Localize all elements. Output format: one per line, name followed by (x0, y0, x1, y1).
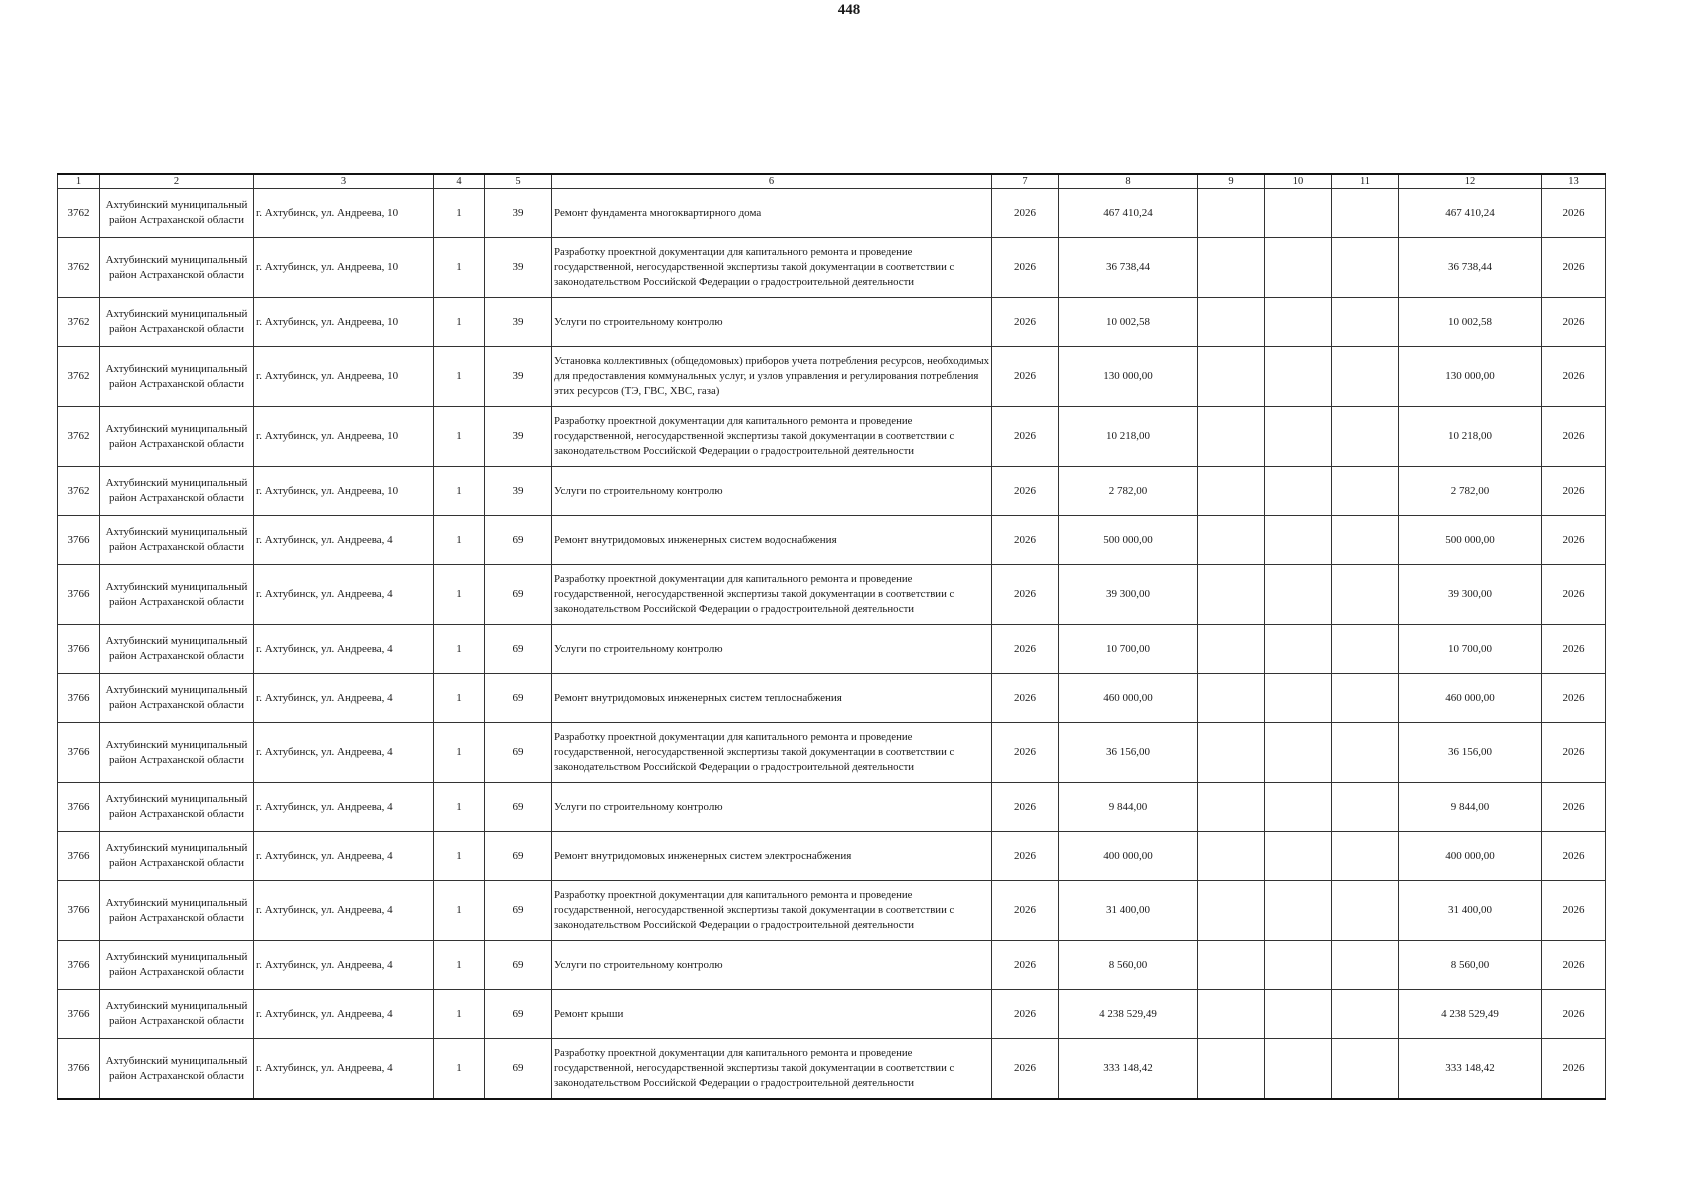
year-cell: 2026 (992, 723, 1059, 783)
col10-cell (1265, 674, 1332, 723)
year-cell: 2026 (992, 467, 1059, 516)
column-header-4: 4 (434, 174, 485, 189)
col11-cell (1332, 1039, 1399, 1100)
year-cell: 2026 (992, 407, 1059, 467)
col12-cost-cell: 10 218,00 (1399, 407, 1542, 467)
completion-year-cell: 2026 (1542, 1039, 1606, 1100)
column-header-7: 7 (992, 174, 1059, 189)
col4-cell: 1 (434, 990, 485, 1039)
col12-cost-cell: 8 560,00 (1399, 941, 1542, 990)
col5-cell: 69 (485, 625, 552, 674)
year-cell: 2026 (992, 347, 1059, 407)
column-header-2: 2 (100, 174, 254, 189)
col10-cell (1265, 832, 1332, 881)
total-cost-cell: 36 738,44 (1059, 238, 1198, 298)
col11-cell (1332, 347, 1399, 407)
municipality-cell: Ахтубинский муниципальный район Астраханской области (100, 832, 254, 881)
completion-year-cell: 2026 (1542, 516, 1606, 565)
house-id-cell: 3766 (58, 625, 100, 674)
col4-cell: 1 (434, 1039, 485, 1100)
col12-cost-cell: 500 000,00 (1399, 516, 1542, 565)
col11-cell (1332, 990, 1399, 1039)
work-type-cell: Услуги по строительному контролю (552, 941, 992, 990)
col5-cell: 39 (485, 347, 552, 407)
col9-cell (1198, 990, 1265, 1039)
col9-cell (1198, 565, 1265, 625)
col11-cell (1332, 832, 1399, 881)
completion-year-cell: 2026 (1542, 189, 1606, 238)
year-cell: 2026 (992, 832, 1059, 881)
work-type-cell: Ремонт внутридомовых инженерных систем электроснабжения (552, 832, 992, 881)
municipality-cell: Ахтубинский муниципальный район Астраханской области (100, 347, 254, 407)
house-id-cell: 3766 (58, 941, 100, 990)
col11-cell (1332, 723, 1399, 783)
house-id-cell: 3766 (58, 565, 100, 625)
total-cost-cell: 10 218,00 (1059, 407, 1198, 467)
col5-cell: 69 (485, 723, 552, 783)
completion-year-cell: 2026 (1542, 298, 1606, 347)
col5-cell: 69 (485, 941, 552, 990)
municipality-cell: Ахтубинский муниципальный район Астраханской области (100, 1039, 254, 1100)
col9-cell (1198, 941, 1265, 990)
col11-cell (1332, 238, 1399, 298)
address-cell: г. Ахтубинск, ул. Андреева, 4 (254, 941, 434, 990)
table-row (58, 565, 1606, 625)
work-type-cell: Услуги по строительному контролю (552, 467, 992, 516)
col11-cell (1332, 516, 1399, 565)
municipality-cell: Ахтубинский муниципальный район Астраханской области (100, 990, 254, 1039)
address-cell: г. Ахтубинск, ул. Андреева, 4 (254, 1039, 434, 1100)
completion-year-cell: 2026 (1542, 407, 1606, 467)
col9-cell (1198, 516, 1265, 565)
col9-cell (1198, 238, 1265, 298)
col9-cell (1198, 881, 1265, 941)
col5-cell: 69 (485, 990, 552, 1039)
table-row (58, 625, 1606, 674)
address-cell: г. Ахтубинск, ул. Андреева, 4 (254, 565, 434, 625)
year-cell: 2026 (992, 783, 1059, 832)
col4-cell: 1 (434, 238, 485, 298)
work-type-cell: Разработку проектной документации для капитального ремонта и проведение государственной, негосударственной экспертизы такой документации в соответствии с законодательством Российской Федерации о градостроительной деятельности (552, 238, 992, 298)
total-cost-cell: 4 238 529,49 (1059, 990, 1198, 1039)
col5-cell: 69 (485, 1039, 552, 1100)
col10-cell (1265, 625, 1332, 674)
address-cell: г. Ахтубинск, ул. Андреева, 4 (254, 783, 434, 832)
house-id-cell: 3766 (58, 783, 100, 832)
work-type-cell: Услуги по строительному контролю (552, 625, 992, 674)
col10-cell (1265, 516, 1332, 565)
table-row (58, 990, 1606, 1039)
col11-cell (1332, 298, 1399, 347)
col10-cell (1265, 723, 1332, 783)
table-row (58, 723, 1606, 783)
total-cost-cell: 39 300,00 (1059, 565, 1198, 625)
col11-cell (1332, 407, 1399, 467)
completion-year-cell: 2026 (1542, 565, 1606, 625)
completion-year-cell: 2026 (1542, 941, 1606, 990)
col12-cost-cell: 10 002,58 (1399, 298, 1542, 347)
municipality-cell: Ахтубинский муниципальный район Астраханской области (100, 189, 254, 238)
col4-cell: 1 (434, 467, 485, 516)
work-type-cell: Ремонт внутридомовых инженерных систем теплоснабжения (552, 674, 992, 723)
col12-cost-cell: 39 300,00 (1399, 565, 1542, 625)
year-cell: 2026 (992, 298, 1059, 347)
col11-cell (1332, 189, 1399, 238)
column-header-1: 1 (58, 174, 100, 189)
total-cost-cell: 400 000,00 (1059, 832, 1198, 881)
col5-cell: 69 (485, 832, 552, 881)
col9-cell (1198, 723, 1265, 783)
total-cost-cell: 10 700,00 (1059, 625, 1198, 674)
col9-cell (1198, 832, 1265, 881)
column-header-9: 9 (1198, 174, 1265, 189)
col9-cell (1198, 189, 1265, 238)
col4-cell: 1 (434, 881, 485, 941)
work-type-cell: Установка коллективных (общедомовых) приборов учета потребления ресурсов, необходимых для предоставления коммунальных услуг, и узлов управления и регулирования потребления этих ресурсов (ТЭ, ГВС, ХВС, газа) (552, 347, 992, 407)
col12-cost-cell: 460 000,00 (1399, 674, 1542, 723)
col10-cell (1265, 189, 1332, 238)
col4-cell: 1 (434, 783, 485, 832)
work-type-cell: Услуги по строительному контролю (552, 298, 992, 347)
table-row (58, 467, 1606, 516)
address-cell: г. Ахтубинск, ул. Андреева, 10 (254, 189, 434, 238)
col10-cell (1265, 881, 1332, 941)
address-cell: г. Ахтубинск, ул. Андреева, 10 (254, 467, 434, 516)
col10-cell (1265, 565, 1332, 625)
col9-cell (1198, 674, 1265, 723)
municipality-cell: Ахтубинский муниципальный район Астраханской области (100, 467, 254, 516)
total-cost-cell: 31 400,00 (1059, 881, 1198, 941)
col5-cell: 69 (485, 565, 552, 625)
address-cell: г. Ахтубинск, ул. Андреева, 4 (254, 674, 434, 723)
column-header-8: 8 (1059, 174, 1198, 189)
year-cell: 2026 (992, 941, 1059, 990)
work-type-cell: Разработку проектной документации для капитального ремонта и проведение государственной, негосударственной экспертизы такой документации в соответствии с законодательством Российской Федерации о градостроительной деятельности (552, 881, 992, 941)
col5-cell: 39 (485, 467, 552, 516)
municipality-cell: Ахтубинский муниципальный район Астраханской области (100, 625, 254, 674)
col5-cell: 69 (485, 674, 552, 723)
total-cost-cell: 460 000,00 (1059, 674, 1198, 723)
col9-cell (1198, 625, 1265, 674)
col5-cell: 39 (485, 407, 552, 467)
capital-repair-table (57, 173, 1606, 1100)
municipality-cell: Ахтубинский муниципальный район Астраханской области (100, 941, 254, 990)
completion-year-cell: 2026 (1542, 832, 1606, 881)
col5-cell: 39 (485, 298, 552, 347)
col4-cell: 1 (434, 298, 485, 347)
completion-year-cell: 2026 (1542, 347, 1606, 407)
municipality-cell: Ахтубинский муниципальный район Астраханской области (100, 881, 254, 941)
address-cell: г. Ахтубинск, ул. Андреева, 4 (254, 990, 434, 1039)
municipality-cell: Ахтубинский муниципальный район Астраханской области (100, 407, 254, 467)
house-id-cell: 3766 (58, 881, 100, 941)
col10-cell (1265, 1039, 1332, 1100)
table-row (58, 407, 1606, 467)
year-cell: 2026 (992, 674, 1059, 723)
year-cell: 2026 (992, 990, 1059, 1039)
col11-cell (1332, 625, 1399, 674)
column-number-header-row (58, 174, 1606, 189)
year-cell: 2026 (992, 1039, 1059, 1100)
col4-cell: 1 (434, 941, 485, 990)
col4-cell: 1 (434, 516, 485, 565)
house-id-cell: 3762 (58, 407, 100, 467)
col10-cell (1265, 990, 1332, 1039)
address-cell: г. Ахтубинск, ул. Андреева, 10 (254, 298, 434, 347)
col12-cost-cell: 9 844,00 (1399, 783, 1542, 832)
col9-cell (1198, 407, 1265, 467)
municipality-cell: Ахтубинский муниципальный район Астраханской области (100, 238, 254, 298)
table-row (58, 189, 1606, 238)
column-header-13: 13 (1542, 174, 1606, 189)
table-row (58, 238, 1606, 298)
address-cell: г. Ахтубинск, ул. Андреева, 4 (254, 723, 434, 783)
col9-cell (1198, 467, 1265, 516)
municipality-cell: Ахтубинский муниципальный район Астраханской области (100, 783, 254, 832)
table-row (58, 783, 1606, 832)
year-cell: 2026 (992, 189, 1059, 238)
completion-year-cell: 2026 (1542, 238, 1606, 298)
year-cell: 2026 (992, 565, 1059, 625)
total-cost-cell: 333 148,42 (1059, 1039, 1198, 1100)
table-row (58, 1039, 1606, 1100)
address-cell: г. Ахтубинск, ул. Андреева, 4 (254, 881, 434, 941)
house-id-cell: 3766 (58, 674, 100, 723)
table-row (58, 832, 1606, 881)
col9-cell (1198, 783, 1265, 832)
work-type-cell: Ремонт внутридомовых инженерных систем водоснабжения (552, 516, 992, 565)
total-cost-cell: 9 844,00 (1059, 783, 1198, 832)
house-id-cell: 3766 (58, 990, 100, 1039)
col9-cell (1198, 347, 1265, 407)
column-header-5: 5 (485, 174, 552, 189)
work-type-cell: Разработку проектной документации для капитального ремонта и проведение государственной, негосударственной экспертизы такой документации в соответствии с законодательством Российской Федерации о градостроительной деятельности (552, 723, 992, 783)
year-cell: 2026 (992, 881, 1059, 941)
col5-cell: 69 (485, 516, 552, 565)
house-id-cell: 3762 (58, 467, 100, 516)
col12-cost-cell: 4 238 529,49 (1399, 990, 1542, 1039)
year-cell: 2026 (992, 516, 1059, 565)
completion-year-cell: 2026 (1542, 674, 1606, 723)
col10-cell (1265, 941, 1332, 990)
municipality-cell: Ахтубинский муниципальный район Астраханской области (100, 674, 254, 723)
col12-cost-cell: 467 410,24 (1399, 189, 1542, 238)
total-cost-cell: 36 156,00 (1059, 723, 1198, 783)
address-cell: г. Ахтубинск, ул. Андреева, 10 (254, 347, 434, 407)
col10-cell (1265, 238, 1332, 298)
col11-cell (1332, 674, 1399, 723)
table-body (58, 189, 1606, 1100)
total-cost-cell: 130 000,00 (1059, 347, 1198, 407)
col12-cost-cell: 333 148,42 (1399, 1039, 1542, 1100)
house-id-cell: 3762 (58, 298, 100, 347)
completion-year-cell: 2026 (1542, 625, 1606, 674)
col4-cell: 1 (434, 625, 485, 674)
total-cost-cell: 2 782,00 (1059, 467, 1198, 516)
table-row (58, 347, 1606, 407)
total-cost-cell: 467 410,24 (1059, 189, 1198, 238)
col11-cell (1332, 783, 1399, 832)
work-type-cell: Ремонт крыши (552, 990, 992, 1039)
house-id-cell: 3766 (58, 723, 100, 783)
col9-cell (1198, 1039, 1265, 1100)
municipality-cell: Ахтубинский муниципальный район Астраханской области (100, 723, 254, 783)
col11-cell (1332, 565, 1399, 625)
col11-cell (1332, 881, 1399, 941)
municipality-cell: Ахтубинский муниципальный район Астраханской области (100, 516, 254, 565)
col12-cost-cell: 130 000,00 (1399, 347, 1542, 407)
col4-cell: 1 (434, 407, 485, 467)
col11-cell (1332, 941, 1399, 990)
col10-cell (1265, 347, 1332, 407)
house-id-cell: 3766 (58, 832, 100, 881)
completion-year-cell: 2026 (1542, 723, 1606, 783)
page-number: 448 (837, 2, 861, 18)
column-header-3: 3 (254, 174, 434, 189)
col9-cell (1198, 298, 1265, 347)
address-cell: г. Ахтубинск, ул. Андреева, 4 (254, 625, 434, 674)
col10-cell (1265, 467, 1332, 516)
year-cell: 2026 (992, 625, 1059, 674)
year-cell: 2026 (992, 238, 1059, 298)
col4-cell: 1 (434, 832, 485, 881)
col12-cost-cell: 10 700,00 (1399, 625, 1542, 674)
col5-cell: 69 (485, 783, 552, 832)
address-cell: г. Ахтубинск, ул. Андреева, 10 (254, 407, 434, 467)
work-type-cell: Услуги по строительному контролю (552, 783, 992, 832)
col12-cost-cell: 31 400,00 (1399, 881, 1542, 941)
column-header-12: 12 (1399, 174, 1542, 189)
address-cell: г. Ахтубинск, ул. Андреева, 10 (254, 238, 434, 298)
table-row (58, 674, 1606, 723)
col4-cell: 1 (434, 723, 485, 783)
completion-year-cell: 2026 (1542, 467, 1606, 516)
col12-cost-cell: 2 782,00 (1399, 467, 1542, 516)
table-row (58, 298, 1606, 347)
house-id-cell: 3766 (58, 1039, 100, 1100)
col4-cell: 1 (434, 674, 485, 723)
total-cost-cell: 8 560,00 (1059, 941, 1198, 990)
column-header-11: 11 (1332, 174, 1399, 189)
completion-year-cell: 2026 (1542, 990, 1606, 1039)
column-header-6: 6 (552, 174, 992, 189)
completion-year-cell: 2026 (1542, 881, 1606, 941)
table-row (58, 941, 1606, 990)
col4-cell: 1 (434, 347, 485, 407)
work-type-cell: Разработку проектной документации для капитального ремонта и проведение государственной, негосударственной экспертизы такой документации в соответствии с законодательством Российской Федерации о градостроительной деятельности (552, 565, 992, 625)
house-id-cell: 3762 (58, 238, 100, 298)
col4-cell: 1 (434, 189, 485, 238)
col5-cell: 69 (485, 881, 552, 941)
address-cell: г. Ахтубинск, ул. Андреева, 4 (254, 832, 434, 881)
col10-cell (1265, 783, 1332, 832)
col10-cell (1265, 407, 1332, 467)
work-type-cell: Разработку проектной документации для капитального ремонта и проведение государственной, негосударственной экспертизы такой документации в соответствии с законодательством Российской Федерации о градостроительной деятельности (552, 1039, 992, 1100)
col5-cell: 39 (485, 238, 552, 298)
house-id-cell: 3766 (58, 516, 100, 565)
work-type-cell: Ремонт фундамента многоквартирного дома (552, 189, 992, 238)
col10-cell (1265, 298, 1332, 347)
address-cell: г. Ахтубинск, ул. Андреева, 4 (254, 516, 434, 565)
work-type-cell: Разработку проектной документации для капитального ремонта и проведение государственной, негосударственной экспертизы такой документации в соответствии с законодательством Российской Федерации о градостроительной деятельности (552, 407, 992, 467)
col11-cell (1332, 467, 1399, 516)
municipality-cell: Ахтубинский муниципальный район Астраханской области (100, 565, 254, 625)
column-header-10: 10 (1265, 174, 1332, 189)
col12-cost-cell: 400 000,00 (1399, 832, 1542, 881)
col12-cost-cell: 36 738,44 (1399, 238, 1542, 298)
col4-cell: 1 (434, 565, 485, 625)
col5-cell: 39 (485, 189, 552, 238)
municipality-cell: Ахтубинский муниципальный район Астраханской области (100, 298, 254, 347)
completion-year-cell: 2026 (1542, 783, 1606, 832)
house-id-cell: 3762 (58, 189, 100, 238)
total-cost-cell: 10 002,58 (1059, 298, 1198, 347)
table-row (58, 516, 1606, 565)
col12-cost-cell: 36 156,00 (1399, 723, 1542, 783)
house-id-cell: 3762 (58, 347, 100, 407)
total-cost-cell: 500 000,00 (1059, 516, 1198, 565)
table-row (58, 881, 1606, 941)
